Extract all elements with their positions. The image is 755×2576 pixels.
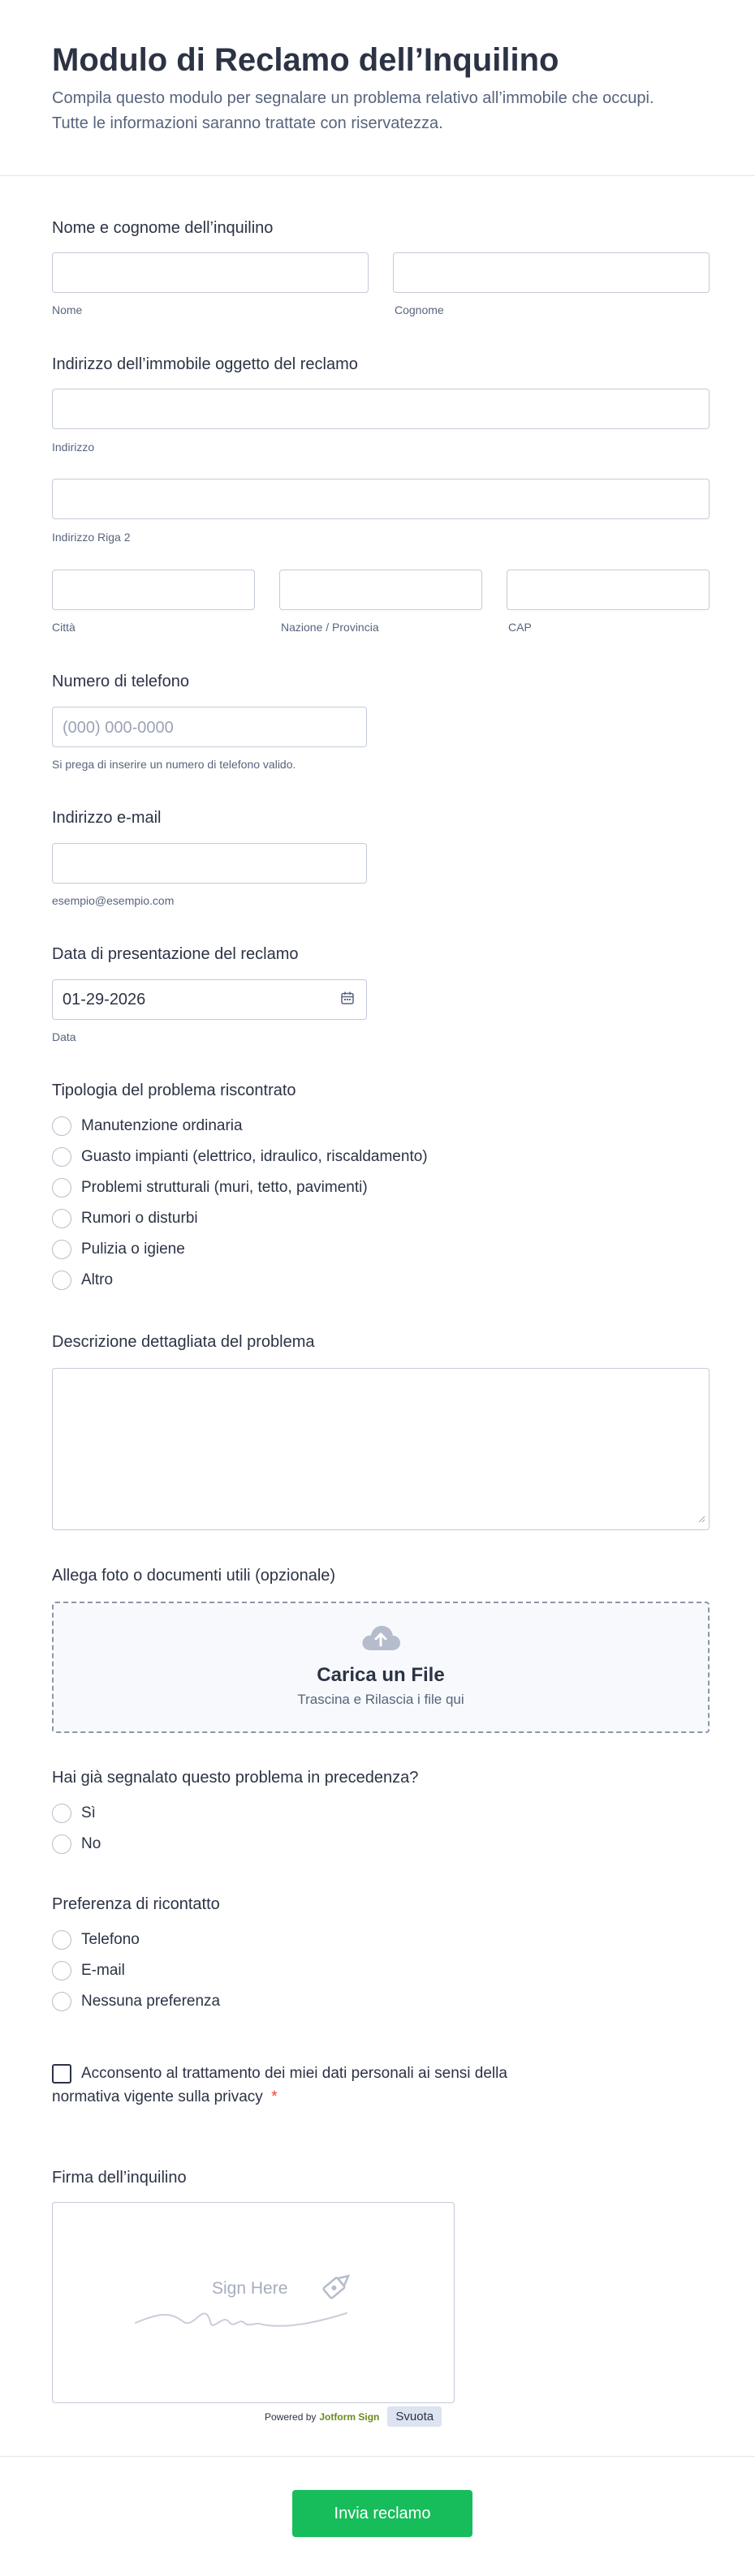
address-line2-input[interactable] [52,479,710,519]
radio-circle[interactable] [52,1930,71,1950]
address-line1-input[interactable] [52,389,710,429]
resize-handle-icon[interactable] [697,1512,705,1527]
radio-circle[interactable] [52,1209,71,1228]
radio-circle[interactable] [52,1961,71,1980]
radio-option[interactable] [52,1798,101,1829]
email-input[interactable] [52,843,367,884]
radio-option[interactable] [52,1172,428,1203]
cloud-upload-icon [360,1623,402,1656]
address-line1-sublabel: Indirizzo [52,441,95,454]
radio-circle[interactable] [52,1178,71,1198]
description-textarea[interactable] [52,1368,710,1530]
signature-placeholder-text: Sign Here [212,2279,288,2298]
phone-placeholder: (000) 000-0000 [63,719,174,737]
required-mark: * [271,2088,278,2105]
last-name-input[interactable] [393,252,710,293]
radio-label: Rumori o disturbi [81,1210,198,1227]
radio-option[interactable] [52,1986,220,2017]
radio-option[interactable] [52,1955,220,1986]
upload-title: Carica un File [317,1664,445,1686]
form-subtitle-line1: Compila questo modulo per segnalare un problema relativo all’immobile che occupi. [52,89,654,107]
form-subtitle [52,86,703,136]
radio-option[interactable] [52,1203,428,1234]
name-label: Nome e cognome dell’inquilino [52,219,274,237]
signature-placeholder-graphic [134,2264,378,2337]
upload-label: Allega foto o documenti utili (opzionale) [52,1567,336,1585]
address-line2-sublabel: Indirizzo Riga 2 [52,531,131,544]
consent-text-line2: normativa vigente sulla privacy [52,2088,263,2105]
radio-label: Problemi strutturali (muri, tetto, pavimenti) [81,1179,368,1196]
radio-label: Telefono [81,1931,140,1948]
signature-footer [265,2406,442,2427]
consent-text-line1: Acconsento al trattamento dei miei dati personali ai sensi della [81,2065,507,2082]
date-label: Data di presentazione del reclamo [52,945,299,963]
last-name-sublabel: Cognome [395,303,444,316]
radio-option[interactable] [52,1234,428,1265]
previous-report-options [52,1798,101,1860]
state-input[interactable] [279,570,482,610]
footer-divider [0,2456,755,2457]
radio-label: Guasto impianti (elettrico, idraulico, riscaldamento) [81,1148,428,1165]
zip-input[interactable] [507,570,710,610]
radio-circle[interactable] [52,1240,71,1259]
powered-by-brand[interactable]: Jotform Sign [319,2410,380,2423]
state-sublabel: Nazione / Provincia [281,621,379,634]
radio-label: No [81,1835,101,1852]
signature-pad[interactable] [52,2202,455,2403]
consent-checkbox[interactable] [52,2064,71,2084]
radio-label: Manutenzione ordinaria [81,1117,243,1134]
problem-type-label: Tipologia del problema riscontrato [52,1082,296,1099]
radio-option[interactable] [52,1111,428,1142]
form-subtitle-line2: Tutte le informazioni saranno trattate con riservatezza. [52,114,443,132]
powered-by-prefix: Powered by [265,2410,317,2423]
date-value: 01-29-2026 [63,991,146,1008]
radio-circle[interactable] [52,1116,71,1136]
signature-scribble-icon [134,2264,378,2337]
signature-label: Firma dell’inquilino [52,2169,187,2187]
radio-label: E-mail [81,1962,125,1979]
radio-option[interactable] [52,1829,101,1860]
radio-label: Sì [81,1804,96,1821]
radio-circle[interactable] [52,1992,71,2011]
city-sublabel: Città [52,621,76,634]
date-input[interactable] [52,979,367,1020]
clear-signature-button[interactable]: Svuota [387,2406,442,2427]
radio-option[interactable] [52,1265,428,1296]
radio-circle[interactable] [52,1804,71,1823]
calendar-icon[interactable] [340,991,355,1009]
radio-circle[interactable] [52,1271,71,1290]
zip-sublabel: CAP [508,621,532,634]
first-name-input[interactable] [52,252,369,293]
radio-circle[interactable] [52,1834,71,1854]
radio-option[interactable] [52,1142,428,1172]
form-header [0,0,755,176]
phone-label: Numero di telefono [52,673,189,690]
submit-button[interactable]: Invia reclamo [292,2490,472,2537]
radio-label: Pulizia o igiene [81,1241,185,1258]
phone-sublabel: Si prega di inserire un numero di telefono valido. [52,758,296,771]
problem-type-options [52,1111,428,1296]
email-sublabel: esempio@esempio.com [52,894,175,907]
contact-pref-options [52,1924,220,2017]
previous-report-label: Hai già segnalato questo problema in precedenza? [52,1769,419,1787]
city-input[interactable] [52,570,255,610]
email-label: Indirizzo e-mail [52,809,162,827]
contact-pref-label: Preferenza di ricontatto [52,1895,220,1913]
first-name-sublabel: Nome [52,303,83,316]
radio-option[interactable] [52,1924,220,1955]
upload-hint: Trascina e Rilascia i file qui [297,1692,464,1707]
radio-circle[interactable] [52,1147,71,1167]
radio-label: Nessuna preferenza [81,1993,221,2010]
description-label: Descrizione dettagliata del problema [52,1333,315,1351]
consent-field [52,2064,620,2106]
date-sublabel: Data [52,1030,76,1043]
file-upload-dropzone[interactable] [52,1602,710,1733]
radio-label: Altro [81,1271,114,1288]
address-label: Indirizzo dell’immobile oggetto del reclamo [52,355,358,373]
phone-input[interactable] [52,707,367,747]
form-title: Modulo di Reclamo dell’Inquilino [52,42,559,78]
